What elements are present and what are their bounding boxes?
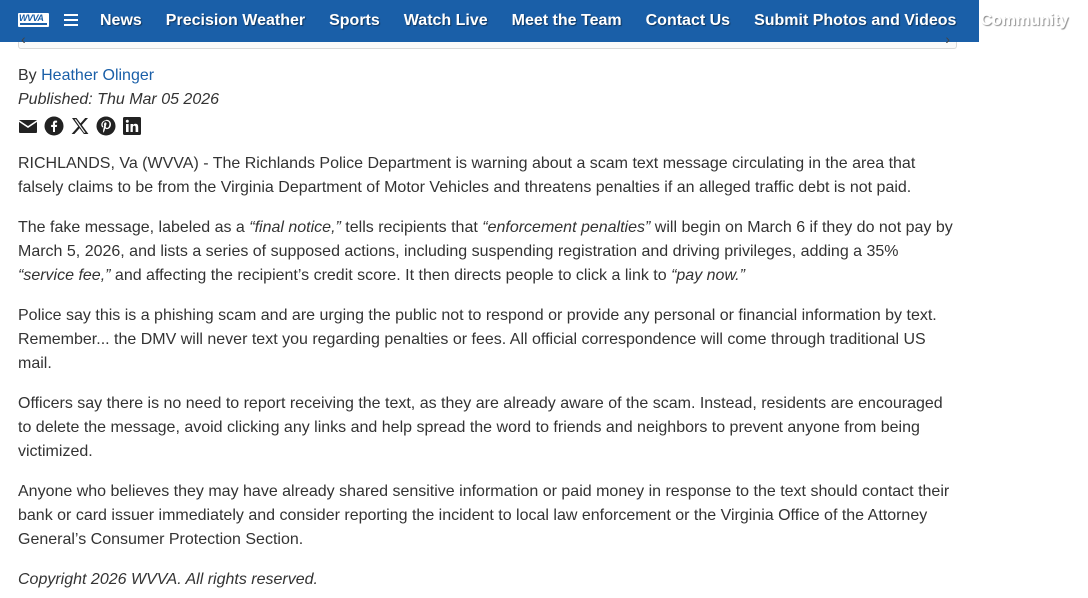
media-carousel-edge xyxy=(18,31,957,49)
share-bar xyxy=(18,116,958,136)
p2-quote-pay-now: “pay now.” xyxy=(671,267,745,284)
author-link[interactable]: Heather Olinger xyxy=(41,67,155,84)
p2-quote-final-notice: “final notice,” xyxy=(249,219,341,236)
paragraph-2 xyxy=(18,216,958,288)
hamburger-menu-icon[interactable] xyxy=(64,14,78,26)
carousel-next-icon[interactable]: › xyxy=(945,31,950,47)
nav-item-submit-photos[interactable]: Submit Photos and Videos xyxy=(754,12,957,29)
facebook-icon[interactable] xyxy=(44,116,64,136)
nav-items xyxy=(96,0,1088,42)
p2-text-a: The fake message, labeled as a xyxy=(18,219,250,236)
top-nav-bar xyxy=(0,0,1069,42)
email-icon[interactable] xyxy=(18,116,38,136)
nav-item-watch-live[interactable]: Watch Live xyxy=(403,12,488,29)
x-icon[interactable] xyxy=(70,116,90,136)
p2-text-b: tells recipients that xyxy=(340,219,483,236)
nav-item-news[interactable]: News xyxy=(100,12,142,29)
paragraph-3: Police say this is a phishing scam and are urging the public not to respond or provide any personal or financial information by text. Remember... the DMV will never text you regarding penalties or fees. All official correspondence will come through traditional US mail. xyxy=(18,307,937,372)
published-date: Thu Mar 05 2026 xyxy=(97,91,220,108)
carousel-prev-icon[interactable]: ‹ xyxy=(21,31,26,47)
article-body xyxy=(18,64,958,592)
published-line xyxy=(18,88,958,112)
p2-quote-enforcement-penalties: “enforcement penalties” xyxy=(482,219,651,236)
paragraph-4: Officers say there is no need to report receiving the text, as they are already aware of the scam. Instead, residents are encouraged to delete the message, avoid clicking any links and help spread the word to friends and neighbors to prevent anyone from being victimized. xyxy=(18,395,943,460)
nav-item-meet-the-team[interactable]: Meet the Team xyxy=(511,12,622,29)
nav-item-contact-us[interactable]: Contact Us xyxy=(645,12,731,29)
byline-prefix: By xyxy=(18,67,37,84)
copyright-line: Copyright 2026 WVVA. All rights reserved. xyxy=(18,571,318,588)
logo-underline xyxy=(20,23,47,25)
p2-text-c: will begin on March 6 if they do not pay by March 5, 2026, and lists a series of supposed actions, including suspending registration and driving privileges, adding a 35% xyxy=(18,219,953,260)
linkedin-icon[interactable] xyxy=(122,116,142,136)
paragraph-1: RICHLANDS, Va (WVVA) - The Richlands Police Department is warning about a scam text message circulating in the area that falsely claims to be from the Virginia Department of Motor Vehicles and threatens penalties if an alleged traffic debt is not paid. xyxy=(18,155,916,196)
p2-quote-service-fee: “service fee,” xyxy=(18,267,111,284)
nav-item-sports[interactable]: Sports xyxy=(329,12,380,29)
byline xyxy=(18,64,958,88)
pinterest-icon[interactable] xyxy=(96,116,116,136)
wvva-logo[interactable] xyxy=(18,13,49,27)
published-label: Published: xyxy=(18,91,93,108)
nav-item-precision-weather[interactable]: Precision Weather xyxy=(165,12,306,29)
logo-text: WVVA xyxy=(19,13,44,23)
paragraph-5: Anyone who believes they may have already shared sensitive information or paid money in response to the text should contact their bank or card issuer immediately and consider reporting the incident to local law enforcement or the Virginia Office of the Attorney General’s Consumer Protection Section. xyxy=(18,483,950,548)
p2-text-d: and affecting the recipient’s credit score. It then directs people to click a link to xyxy=(110,267,672,284)
nav-item-community[interactable]: Community xyxy=(980,12,1069,29)
